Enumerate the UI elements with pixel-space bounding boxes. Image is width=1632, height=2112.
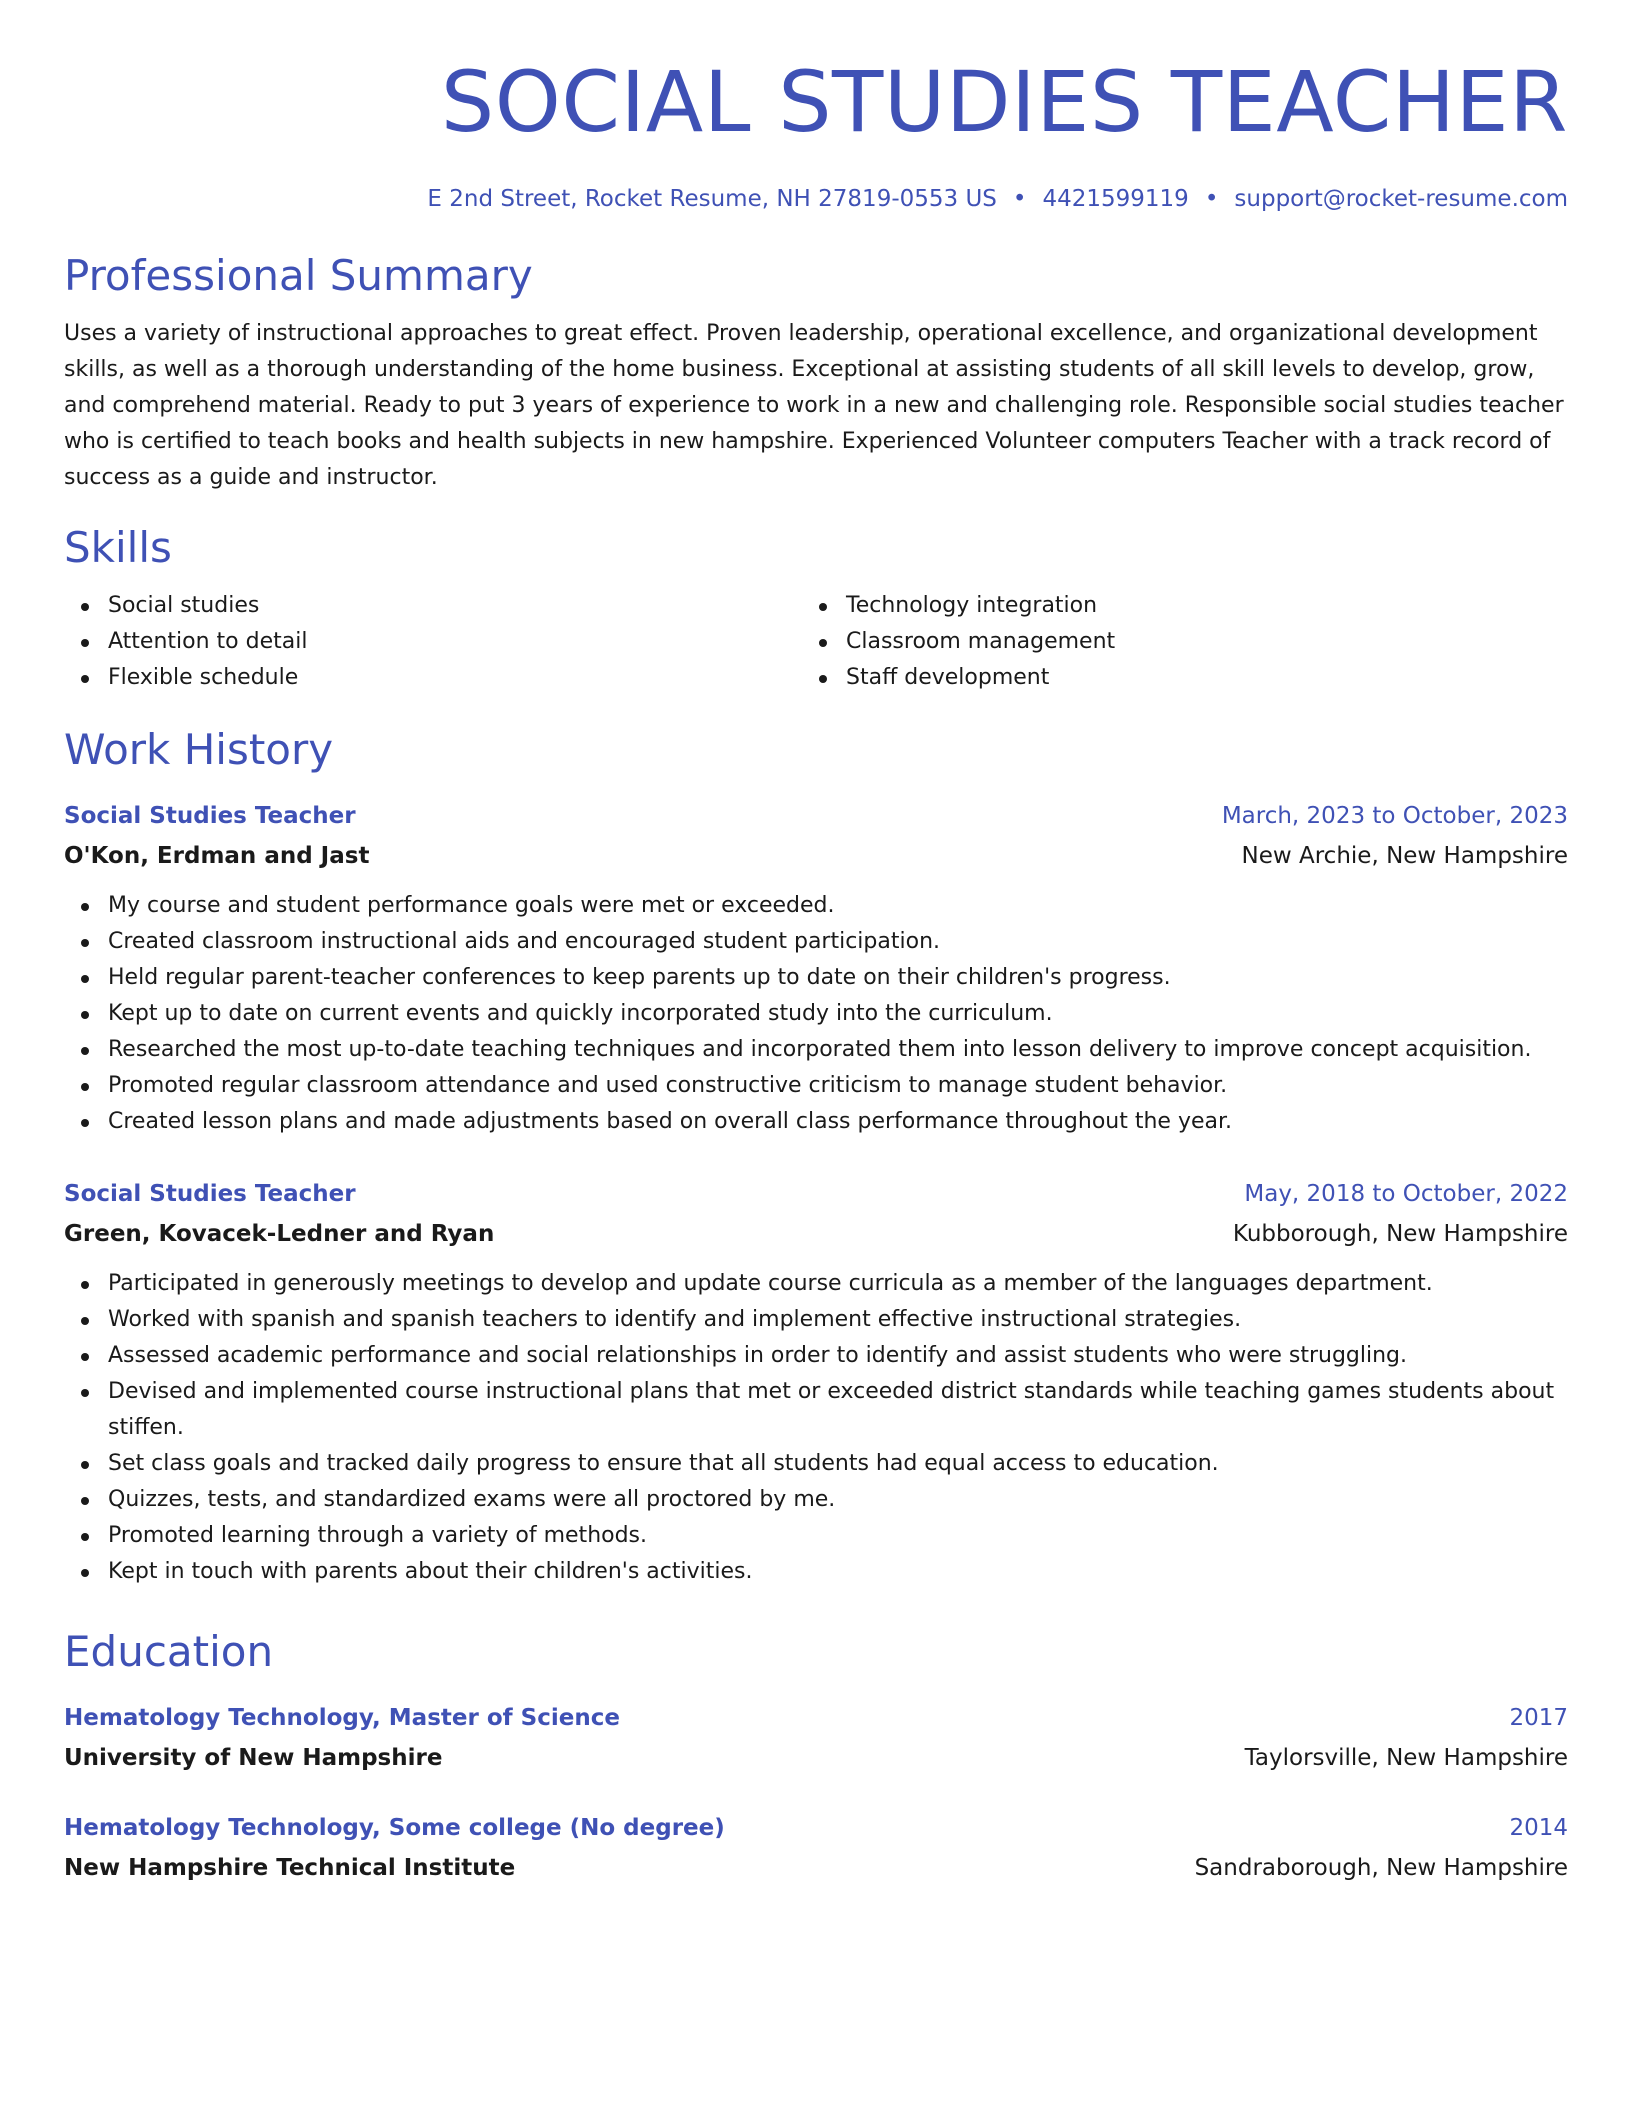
skills-column-right: [802, 588, 1540, 696]
skill-item: Social studies: [64, 588, 802, 624]
summary-heading: Professional Summary: [64, 251, 533, 300]
education-entry: [64, 1700, 1568, 1776]
job-company: Green, Kovacek-Ledner and Ryan: [64, 1221, 495, 1247]
job-bullet: Kept up to date on current events and quickly incorporated study into the curriculum.: [64, 996, 1568, 1032]
job-bullet: Promoted regular classroom attendance and used constructive criticism to manage student behavior.: [64, 1068, 1568, 1104]
job-entry: [64, 1176, 1568, 1590]
education-degree: Hematology Technology, Master of Science: [64, 1705, 620, 1731]
resume-name: SOCIAL STUDIES TEACHER: [440, 53, 1568, 151]
job-location: New Archie, New Hampshire: [1241, 843, 1568, 869]
education-header-row: [64, 1700, 1568, 1736]
job-bullet: Worked with spanish and spanish teachers to identify and implement effective instructional strategies.: [64, 1302, 1568, 1338]
job-bullet: Devised and implemented course instructional plans that met or exceeded district standards while teaching games students about stiffen.: [64, 1374, 1568, 1446]
education-location: Sandraborough, New Hampshire: [1194, 1855, 1568, 1881]
contact-separator: •: [1204, 186, 1219, 212]
education-school: University of New Hampshire: [64, 1745, 443, 1771]
job-company: O'Kon, Erdman and Jast: [64, 843, 370, 869]
summary-text: Uses a variety of instructional approaches to great effect. Proven leadership, operational excellence, and organizational development skills, as well as a thorough understanding of the home business. Exceptional at assisting students of all skill levels to develop, grow, and comprehend material. Ready to put 3 years of experience to work in a new and challenging role. Responsible social studies teacher who is certified to teach books and health subjects in new hampshire. Experienced Volunteer computers Teacher with a track record of success as a guide and instructor.: [64, 321, 1564, 490]
contact-address: E 2nd Street, Rocket Resume, NH 27819-0553 US: [427, 186, 997, 212]
job-bullet: My course and student performance goals were met or exceeded.: [64, 888, 1568, 924]
job-company-row: [64, 834, 1568, 874]
job-bullets: [64, 1266, 1568, 1590]
education-header-row: [64, 1810, 1568, 1846]
job-bullet: Held regular parent-teacher conferences to keep parents up to date on their children's progress.: [64, 960, 1568, 996]
education-school-row: [64, 1846, 1568, 1886]
job-bullet: Researched the most up-to-date teaching techniques and incorporated them into lesson delivery to improve concept acquisition.: [64, 1032, 1568, 1068]
job-bullet: Participated in generously meetings to develop and update course curricula as a member of the languages department.: [64, 1266, 1568, 1302]
skill-item: Technology integration: [802, 588, 1540, 624]
skill-item: Attention to detail: [64, 624, 802, 660]
job-header-row: [64, 1176, 1568, 1212]
contact-email: support@rocket-resume.com: [1234, 186, 1568, 212]
job-bullet: Created classroom instructional aids and encouraged student participation.: [64, 924, 1568, 960]
job-bullet: Set class goals and tracked daily progress to ensure that all students had equal access to education.: [64, 1446, 1568, 1482]
job-location: Kubborough, New Hampshire: [1232, 1221, 1568, 1247]
contact-separator: •: [1012, 186, 1027, 212]
education-year: 2014: [1509, 1815, 1568, 1841]
job-bullet: Assessed academic performance and social relationships in order to identify and assist students who were struggling.: [64, 1338, 1568, 1374]
skills-column-left: [64, 588, 802, 696]
skill-item: Flexible schedule: [64, 660, 802, 696]
education-location: Taylorsville, New Hampshire: [1244, 1745, 1568, 1771]
education-year: 2017: [1509, 1705, 1568, 1731]
skills-grid: [64, 588, 1568, 696]
job-bullet: Quizzes, tests, and standardized exams were all proctored by me.: [64, 1482, 1568, 1518]
job-role: Social Studies Teacher: [64, 1181, 356, 1207]
contact-line: [64, 184, 1568, 214]
contact-phone: 4421599119: [1042, 186, 1189, 212]
education-heading: Education: [64, 1627, 274, 1676]
job-bullets: [64, 888, 1568, 1140]
job-dates: May, 2018 to October, 2022: [1244, 1181, 1568, 1207]
job-dates: March, 2023 to October, 2023: [1221, 803, 1568, 829]
skills-heading: Skills: [64, 523, 172, 572]
job-bullet: Promoted learning through a variety of methods.: [64, 1518, 1568, 1554]
skill-item: Staff development: [802, 660, 1540, 696]
job-bullet: Created lesson plans and made adjustments based on overall class performance throughout the year.: [64, 1104, 1568, 1140]
work-history-heading: Work History: [64, 725, 334, 774]
education-degree: Hematology Technology, Some college (No degree): [64, 1815, 725, 1841]
education-entry: [64, 1810, 1568, 1886]
education-school-row: [64, 1736, 1568, 1776]
job-role: Social Studies Teacher: [64, 803, 356, 829]
job-company-row: [64, 1212, 1568, 1252]
job-bullet: Kept in touch with parents about their children's activities.: [64, 1554, 1568, 1590]
job-entry: [64, 798, 1568, 1140]
education-school: New Hampshire Technical Institute: [64, 1855, 516, 1881]
skill-item: Classroom management: [802, 624, 1540, 660]
job-header-row: [64, 798, 1568, 834]
